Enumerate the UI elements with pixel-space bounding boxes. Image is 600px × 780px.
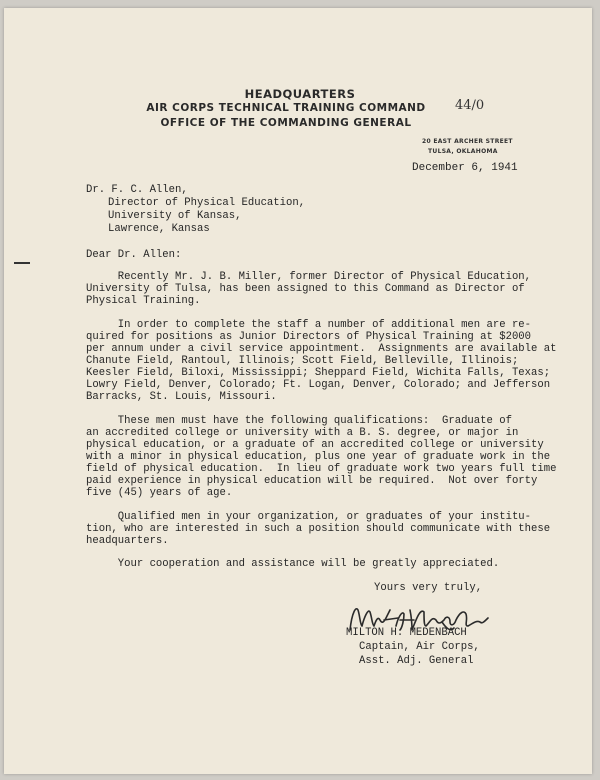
paragraph-line: physical education, or a graduate of an accredited college or university <box>86 439 544 451</box>
signer-name: MILTON H. MEDENBACH <box>346 627 467 639</box>
file-number: 44/0 <box>455 98 485 113</box>
margin-mark <box>14 262 30 264</box>
paragraph-line: Physical Training. <box>86 295 201 307</box>
letterhead-command: AIR CORPS TECHNICAL TRAINING COMMAND <box>146 102 426 114</box>
paragraph-line: Keesler Field, Biloxi, Mississippi; Sheppard Field, Wichita Falls, Texas; <box>86 367 551 379</box>
paragraph-line: These men must have the following qualifications: Graduate of <box>86 415 512 427</box>
paragraph-line: quired for positions as Junior Directors of Physical Training at $2000 <box>86 331 532 343</box>
address-street: 20 EAST ARCHER STREET <box>422 138 513 145</box>
paragraph-line: field of physical education. In lieu of graduate work two years full time <box>86 463 557 475</box>
paragraph-line: headquarters. <box>86 535 169 547</box>
paragraph-line: Recently Mr. J. B. Miller, former Director of Physical Education, <box>86 271 532 283</box>
paragraph-line: tion, who are interested in such a position should communicate with these <box>86 523 551 535</box>
letter-date: December 6, 1941 <box>412 162 518 174</box>
paragraph-line: five (45) years of age. <box>86 487 233 499</box>
paragraph-line: per annum under a civil service appointment. Assignments are available at <box>86 343 557 355</box>
address-city: TULSA, OKLAHOMA <box>428 148 498 155</box>
paragraph-line: Qualified men in your organization, or graduates of your institu- <box>86 511 532 523</box>
paragraph-line: an accredited college or university with a B. S. degree, or major in <box>86 427 519 439</box>
paragraph-line: University of Tulsa, has been assigned to this Command as Director of <box>86 283 525 295</box>
paragraph-line: Barracks, St. Louis, Missouri. <box>86 391 277 403</box>
letterhead-title: HEADQUARTERS <box>244 87 356 101</box>
letterhead-office: OFFICE OF THE COMMANDING GENERAL <box>160 117 412 129</box>
signer-title: Captain, Air Corps, <box>359 641 480 653</box>
paragraph-line: Chanute Field, Rantoul, Illinois; Scott Field, Belleville, Illinois; <box>86 355 519 367</box>
closing: Yours very truly, <box>374 582 483 594</box>
paragraph-line: Lowry Field, Denver, Colorado; Ft. Logan, Denver, Colorado; and Jefferson <box>86 379 551 391</box>
paragraph-line: In order to complete the staff a number of additional men are re- <box>86 319 532 331</box>
paragraph-line: Your cooperation and assistance will be greatly appreciated. <box>86 558 500 570</box>
paragraph-line: with a minor in physical education, plus one year of graduate work in the <box>86 451 551 463</box>
paragraph-line: paid experience in physical education will be required. Not over forty <box>86 475 538 487</box>
recipient-line: Lawrence, Kansas <box>108 223 210 235</box>
signer-title: Asst. Adj. General <box>359 655 474 667</box>
recipient-line: Dr. F. C. Allen, <box>86 184 188 196</box>
recipient-line: University of Kansas, <box>108 210 242 222</box>
salutation: Dear Dr. Allen: <box>86 249 182 261</box>
recipient-line: Director of Physical Education, <box>108 197 306 209</box>
